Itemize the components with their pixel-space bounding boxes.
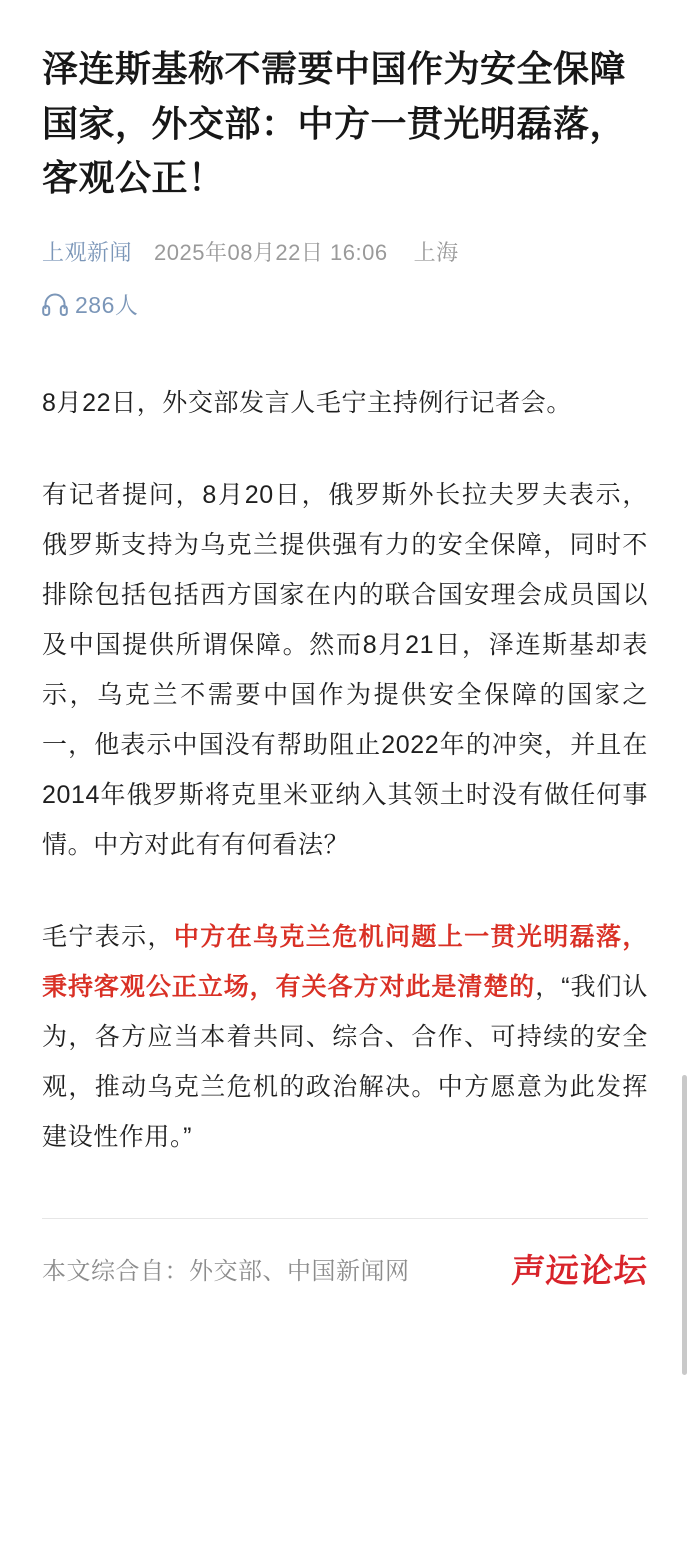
article-meta — [42, 236, 648, 267]
article-location: 上海 — [413, 240, 459, 266]
paragraph — [42, 912, 648, 1162]
article-datetime: 2025年08月22日 16:06 — [154, 240, 388, 266]
paragraph-tail: ，“我们认为，各方应当本着共同、综合、合作、可持续的安全观，推动乌克兰危机的政治解决。中方愿意为此发挥建设性作用。” — [42, 973, 648, 1152]
footer-note: 本文综合自：外交部、中国新闻网 — [42, 1258, 410, 1286]
listen-button[interactable] — [42, 287, 648, 320]
page-title: 泽连斯基称不需要中国作为安全保障国家，外交部：中方一贯光明磊落，客观公正！ — [42, 48, 627, 199]
paragraph: 有记者提问，8月20日，俄罗斯外长拉夫罗夫表示，俄罗斯支持为乌克兰提供强有力的安全保障，同时不排除包括包括西方国家在内的联合国安理会成员国以及中国提供所谓保障。然而8月21日，泽连斯基却表示，乌克兰不需要中国作为提供安全保障的国家之一，他表示中国没有帮助阻止2022年的冲突，并且在2014年俄罗斯将克里米亚纳入其领土时没有做任何事情。中方对此有有何看法？ — [42, 481, 648, 860]
forum-watermark: 声远论坛 — [510, 1251, 650, 1291]
headphone-icon — [42, 292, 68, 316]
footer-divider — [42, 1218, 648, 1219]
article-source[interactable]: 上观新闻 — [42, 240, 133, 266]
paragraph-lead: 毛宁表示， — [42, 923, 174, 952]
article-footer — [42, 1245, 648, 1292]
listen-count: 286人 — [75, 292, 139, 319]
paragraph: 8月22日，外交部发言人毛宁主持例行记者会。 — [42, 389, 572, 418]
vertical-scrollbar[interactable] — [682, 1075, 687, 1375]
paragraph-highlight: 中方在乌克兰危机问题上一贯光明磊落，秉持客观公正立场，有关各方对此是清楚的 — [42, 923, 648, 1002]
article-body — [42, 378, 648, 1162]
